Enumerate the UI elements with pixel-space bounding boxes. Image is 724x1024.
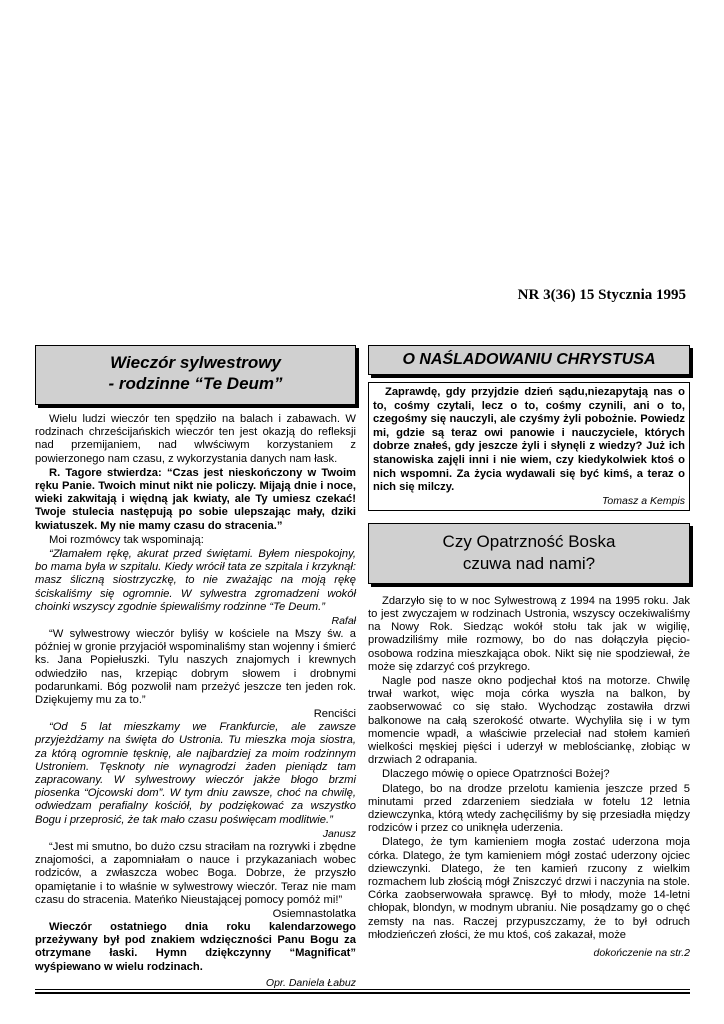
article-title-line2: - rodzinne “Te Deum” (108, 374, 283, 393)
quote-rencisci: “W sylwestrowy wieczór byliśy w kościele na Mszy św. a później w gronie przyjaciół wspominaliśmy stan wojenny i śmierć ks. Jana Popiełuszki. Tylu naszych znajomych i krewnych odwiedziło nas, krzepiąc dobrym słowem i drobnymi podarunkami. Bóg pozwolił nam przeżyć jeszcze ten jeden rok. Dziękujemy mu za to.” (35, 628, 356, 707)
bottom-rule-thick (35, 992, 690, 994)
kempis-quote-box (368, 382, 690, 511)
article-title-box (35, 345, 356, 405)
article2-title-line2: czuwa nad nami? (462, 553, 596, 573)
article2-title-box (368, 523, 690, 584)
left-column (35, 345, 356, 990)
kempis-title: O NAŚLADOWANIU CHRYSTUSA (402, 351, 656, 368)
quote-rafal: “Złamałem rękę, akurat przed świętami. Byłem niespokojny, bo mama była w szpitalu. Kiedy wrócił tata ze szpitala i krzyknął: masz śliczną siostrzyczkę, to nie zważając na moją rękę ściskaliśmy się ogromnie. W sylwestra zgromadzeni wokół choinki wszyscy zgodnie śpiewaliśmy rodzinne “Te Deum.” (35, 548, 356, 613)
kempis-signature: Tomasz a Kempis (601, 494, 685, 507)
article2-title-line1: Czy Opatrzność Boska (442, 531, 616, 551)
signature-osiemnastolatka: Osiemnastolatka (272, 907, 356, 920)
paragraph: Dlatego, bo na drodze przelotu kamienia jeszcze przed 5 minutami przed zdarzeniem siedziała w fotelu 12 letnia dziewczynka, którą wtedy zachęciliśmy by się przesiadła między rodziców i przez co uniknęła uderzenia. (368, 782, 690, 835)
right-column (368, 345, 690, 960)
article2-body (368, 595, 690, 960)
paragraph: Moi rozmówcy tak wspominają: (49, 533, 204, 546)
continuation-note: dokończenie na str.2 (593, 947, 690, 960)
paragraph: Dlatego, że tym kamieniem mogła zostać uderzona moja córka. Dlatego, że tym kamieniem mógł zostać uderzony ojciec dziewczynki. Dlatego, że ten kamień rzucony z wielkim rozmachem lub złością mógł Zniszczyć drzwi i naczynia na stole. Córka zaobserwowała sprawcę. Był to młody, może 14-letni chłopak, blondyn, w modnym ubraniu. Nie posądzamy go o chęć zemsty na nas. Raczej przypuszczamy, że to był odruch młodzieńczeń złości, że mu ktoś, coś zakazał, może (368, 836, 690, 941)
kempis-title-box (368, 345, 690, 375)
paragraph: Wielu ludzi wieczór ten spędziło na balach i zabawach. W rodzinach chrześcijańskich wieczór ten jest okazją do refleksji nad przemijaniem, nad wlwściwym korzystaniem z powierzonego nam czasu, z wykorzystania danych nam łask. (35, 413, 356, 465)
signature-rencisci: Renciści (313, 708, 356, 721)
paragraph-summary: Wieczór ostatniego dnia roku kalendarzowego przeżywany był pod znakiem wdzięczności Panu Bogu za otrzymane łaski. Hymn dziękczynny “Magnificat” wyśpiewano w wielu rodzinach. (35, 920, 356, 973)
quote-osiemnastolatka: “Jest mi smutno, bo dużo czsu straciłam na rozrywki i zbędne znajomości, a zapomniałam o nauce i przykazaniach wobec rodziców, a zwłaszcza wobec Boga. Dobrze, że przyszło opamiętanie i to właśnie w sylwestrowy wieczór. Teraz nie mam czasu do stracenia. Mateńko Nieustającej pomocy pomóż mi!” (35, 840, 356, 906)
signature-janusz: Janusz (322, 827, 356, 840)
bottom-rule (35, 989, 690, 990)
paragraph: Zdarzyło się to w noc Sylwestrową z 1994 na 1995 roku. Jak to jest zwyczajem w rodzinach Ustronia, wszyscy oczekiwaliśmy na Nowy Rok. Siedząc wokół stołu tak jak w wigilię, prowadziliśmy miłe rozmowy, bo do nas dołączyła pięcio-osobowa rodzina mieszkająca obok. Nikt się nie spodziewał, że może się zdarzyć coś przykrego. (368, 594, 690, 673)
signature-author: Opr. Daniela Łabuz (265, 976, 356, 989)
paragraph-tagore: R. Tagore stwierdza: “Czas jest nieskończony w Twoim ręku Panie. Twoich minut nikt nie policzy. Mijają dnie i noce, wieki zakwitają i więdną jak kwiaty, ale Ty umiesz czekać! Twoje stulecia następują po sobie ulepszając mały, dziki kwiatuszek. My nie mamy czasu do stracenia.” (35, 466, 356, 532)
article-body (35, 413, 356, 990)
kempis-quote: Zaprawdę, gdy przyjdzie dzień sądu,niezapytają nas o to, cośmy czytali, lecz o to, cośmy czynili, ani o to, czegośmy się nauczyli, ale czyśmy żyli pobożnie. Powiedz mi, gdzie są teraz owi panowie i nauczyciele, których dobrze znałeś, gdy jeszcze żyli i słynęli z wiedzy? Już ich stanowiska zajęli inni i nie wiem, czy kiedykolwiek ktoś o nich wspomni. Za życia wydawali się być kimś, a teraz o nich się milczy. (373, 386, 685, 494)
paragraph: Nagle pod nasze okno podjechał ktoś na motorze. Chwilę trwał warkot, więc moja córka wyszła na balkon, by zaobserwować co się stało. Wychodząc zostawiła drzwi balkonowe na całą szerokość otwarte. Wychyliła się i w tym momencie wpadł, a właściwie przeleciał nad stołem kamień wielkości męskiej pięści i uderzył w meblościankę, złobiąc w drzwiach 2 odrapania. (368, 674, 690, 767)
article-title-line1: Wieczór sylwestrowy (110, 353, 281, 372)
issue-number: NR 3(36) 15 Stycznia 1995 (517, 287, 686, 303)
signature-rafal: Rafał (331, 615, 356, 628)
paragraph: Dlaczego mówię o opiece Opatrzności Bożej? (382, 768, 610, 781)
quote-janusz: “Od 5 lat mieszkamy we Frankfurcie, ale zawsze przyjeżdżamy na święta do Ustronia. Tu mieszka moja siostra, za którą ogromnie tęsknię, ale najbardziej za moim rodzinnym Ustroniem. Tęsknoty nie wynagrodzi żaden pieniądz tam zapracowany. W sylwestrowy wieczór jakże błogo brzmi piosenka “Ojcowski dom”. W tym dniu zawsze, choć na chwilę, odwiedzam perafialny kościół, by podziękować za wszystko Bogu i przeprosić, że tak mało czasu poświęcam modlitwie.” (35, 721, 356, 826)
